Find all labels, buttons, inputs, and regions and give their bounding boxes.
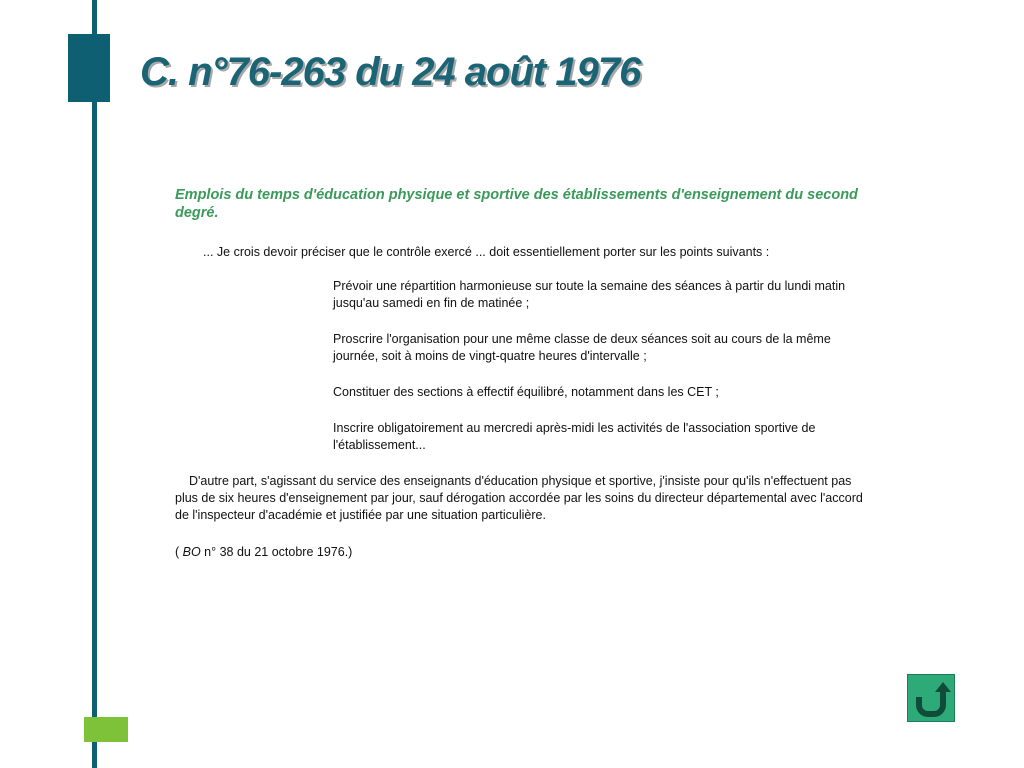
document-subtitle: Emplois du temps d'éducation physique et sportive des établissements d'enseignement du second degré. — [175, 187, 858, 221]
title-accent-block — [68, 34, 110, 102]
return-button[interactable] — [907, 674, 955, 722]
list-item: Proscrire l'organisation pour une même classe de deux séances soit au cours de la même journée, soit à moins de vingt-quatre heures d'intervalle ; — [333, 332, 831, 363]
service-paragraph: D'autre part, s'agissant du service des enseignants d'éducation physique et sportive, j'insiste pour qu'ils n'effectuent pas plus de six heures d'enseignement par jour, sauf dérogation accordée par les soins du directeur départemental avec l'accord de l'inspecteur d'académie et justifiée par une situation particulière. — [175, 474, 863, 522]
page-title: C. n°76-263 du 24 août 1976 — [140, 50, 641, 94]
points-list — [333, 278, 863, 454]
return-arrow-icon — [908, 675, 954, 721]
bo-reference — [175, 544, 875, 561]
reference-bo: BO — [182, 545, 201, 559]
list-item: Prévoir une répartition harmonieuse sur toute la semaine des séances à partir du lundi matin jusqu'au samedi en fin de matinée ; — [333, 279, 846, 310]
reference-open: ( — [175, 545, 183, 559]
intro-text: ... Je crois devoir préciser que le contrôle exercé ... doit essentiellement porter sur les points suivants : — [203, 245, 770, 259]
document-body — [175, 186, 875, 561]
list-item: Inscrire obligatoirement au mercredi après-midi les activités de l'association sportive de l'établissement... — [333, 421, 816, 452]
bottom-accent-block — [84, 717, 128, 742]
vertical-accent-line — [92, 0, 97, 768]
reference-rest: n° 38 du 21 octobre 1976.) — [200, 545, 353, 559]
list-item: Constituer des sections à effectif équilibré, notamment dans les CET ; — [333, 385, 719, 399]
